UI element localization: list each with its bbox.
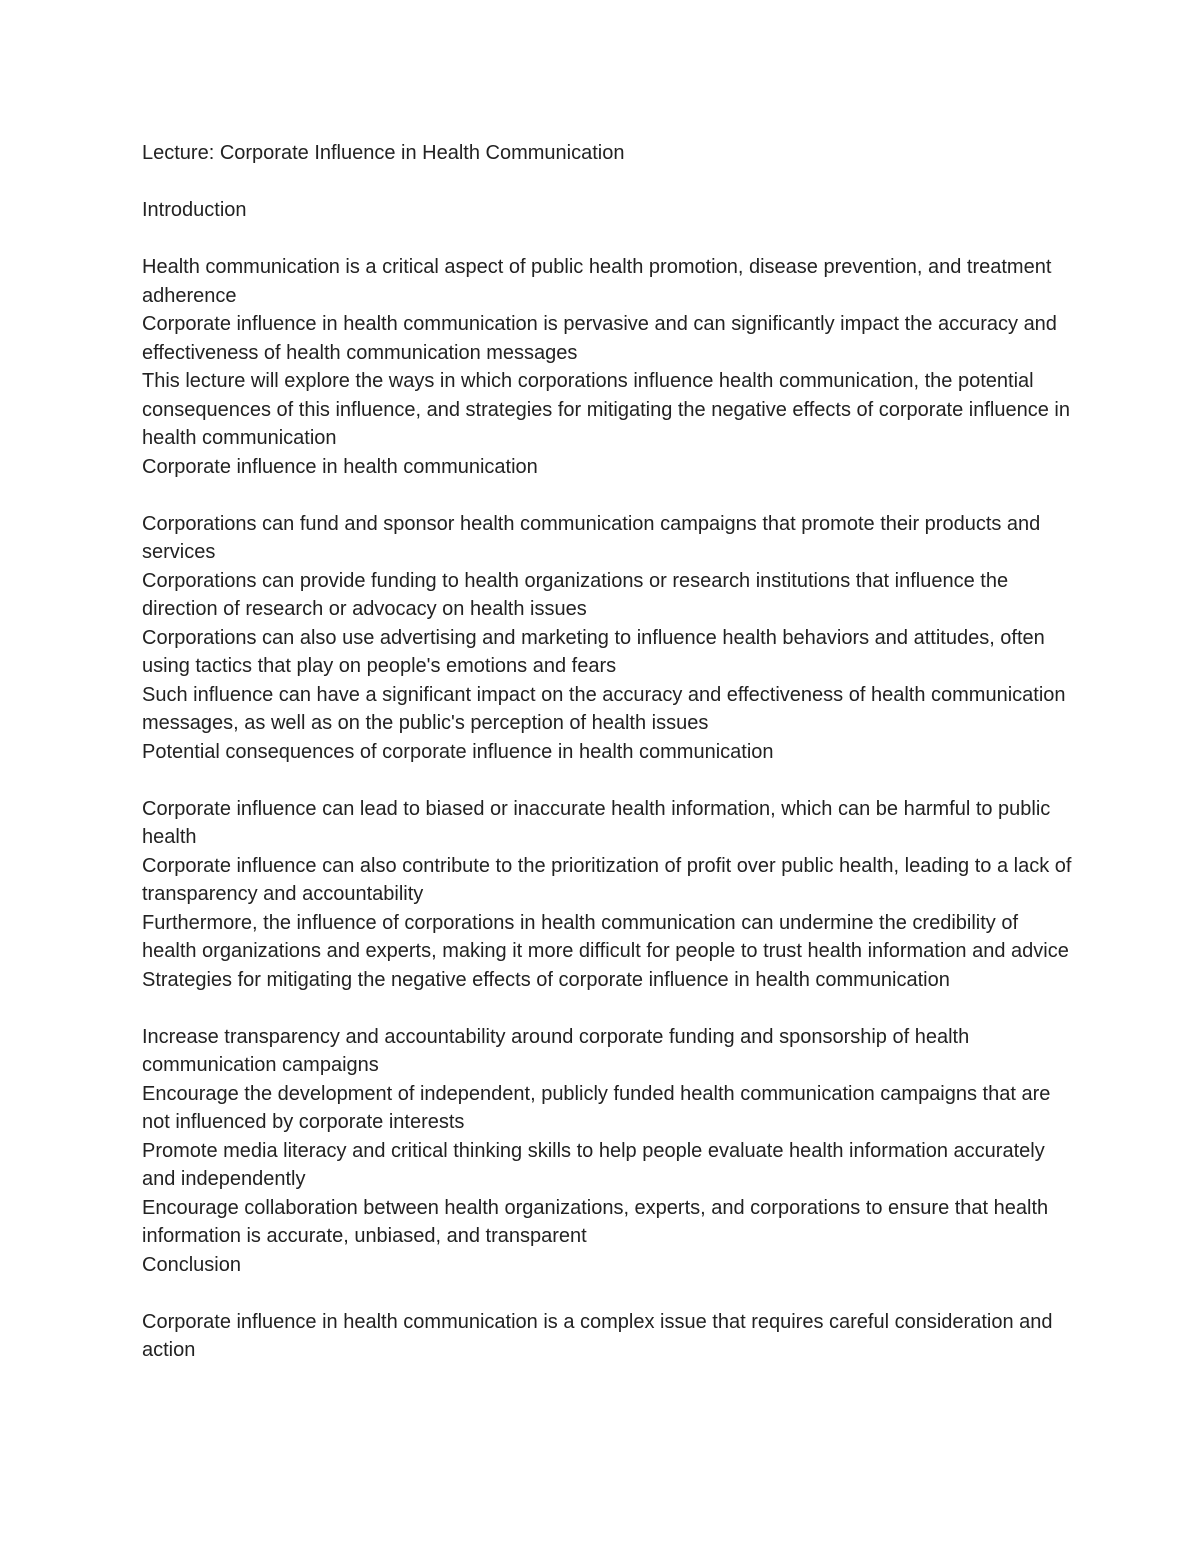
- section-heading-conclusion: Conclusion: [142, 1253, 241, 1276]
- influence-paragraph: Such influence can have a significant impact on the accuracy and effectiveness of health communication messages, as well as on the public's perception of health issues: [142, 683, 1066, 734]
- section-heading-introduction: Introduction: [142, 199, 247, 221]
- blank-line: [142, 481, 1072, 510]
- blank-line: [142, 766, 1072, 795]
- section-heading-consequences: Potential consequences of corporate influence in health communication: [142, 740, 774, 763]
- strategies-paragraph: Encourage collaboration between health organizations, experts, and corporations to ensure that health information is accurate, unbiased, and transparent: [142, 1196, 1049, 1247]
- document-title: Lecture: Corporate Influence in Health Communication: [142, 142, 625, 164]
- introduction-paragraph: Health communication is a critical aspect of public health promotion, disease prevention, and treatment adherence: [142, 256, 1052, 307]
- conclusion-paragraph: Corporate influence in health communication is a complex issue that requires careful consideration and action: [142, 1310, 1053, 1361]
- document-page: [142, 139, 1072, 1365]
- consequences-paragraph: Corporate influence can lead to biased or inaccurate health information, which can be harmful to public health: [142, 797, 1051, 848]
- influence-paragraph: Corporations can provide funding to health organizations or research institutions that influence the direction of research or advocacy on health issues: [142, 569, 1009, 620]
- strategies-paragraph: Promote media literacy and critical thinking skills to help people evaluate health information accurately and independently: [142, 1139, 1045, 1190]
- consequences-paragraph: Corporate influence can also contribute to the prioritization of profit over public health, leading to a lack of transparency and accountability: [142, 854, 1072, 905]
- section-heading-influence: Corporate influence in health communication: [142, 455, 538, 478]
- blank-line: [142, 225, 1072, 254]
- blank-line: [142, 994, 1072, 1023]
- introduction-paragraph: Corporate influence in health communication is pervasive and can significantly impact the accuracy and effectiveness of health communication messages: [142, 313, 1057, 364]
- influence-paragraph: Corporations can also use advertising and marketing to influence health behaviors and attitudes, often using tactics that play on people's emotions and fears: [142, 626, 1045, 677]
- influence-paragraph: Corporations can fund and sponsor health communication campaigns that promote their products and services: [142, 512, 1041, 563]
- section-heading-strategies: Strategies for mitigating the negative effects of corporate influence in health communication: [142, 968, 950, 991]
- strategies-paragraph: Encourage the development of independent, publicly funded health communication campaigns that are not influenced by corporate interests: [142, 1082, 1051, 1133]
- introduction-paragraph: This lecture will explore the ways in which corporations influence health communication, the potential consequences of this influence, and strategies for mitigating the negative effects of corporate influence in health communication: [142, 370, 1070, 449]
- strategies-paragraph: Increase transparency and accountability around corporate funding and sponsorship of health communication campaigns: [142, 1025, 970, 1076]
- blank-line: [142, 168, 1072, 197]
- consequences-paragraph: Furthermore, the influence of corporations in health communication can undermine the credibility of health organizations and experts, making it more difficult for people to trust health information and advice: [142, 911, 1069, 962]
- blank-line: [142, 1279, 1072, 1308]
